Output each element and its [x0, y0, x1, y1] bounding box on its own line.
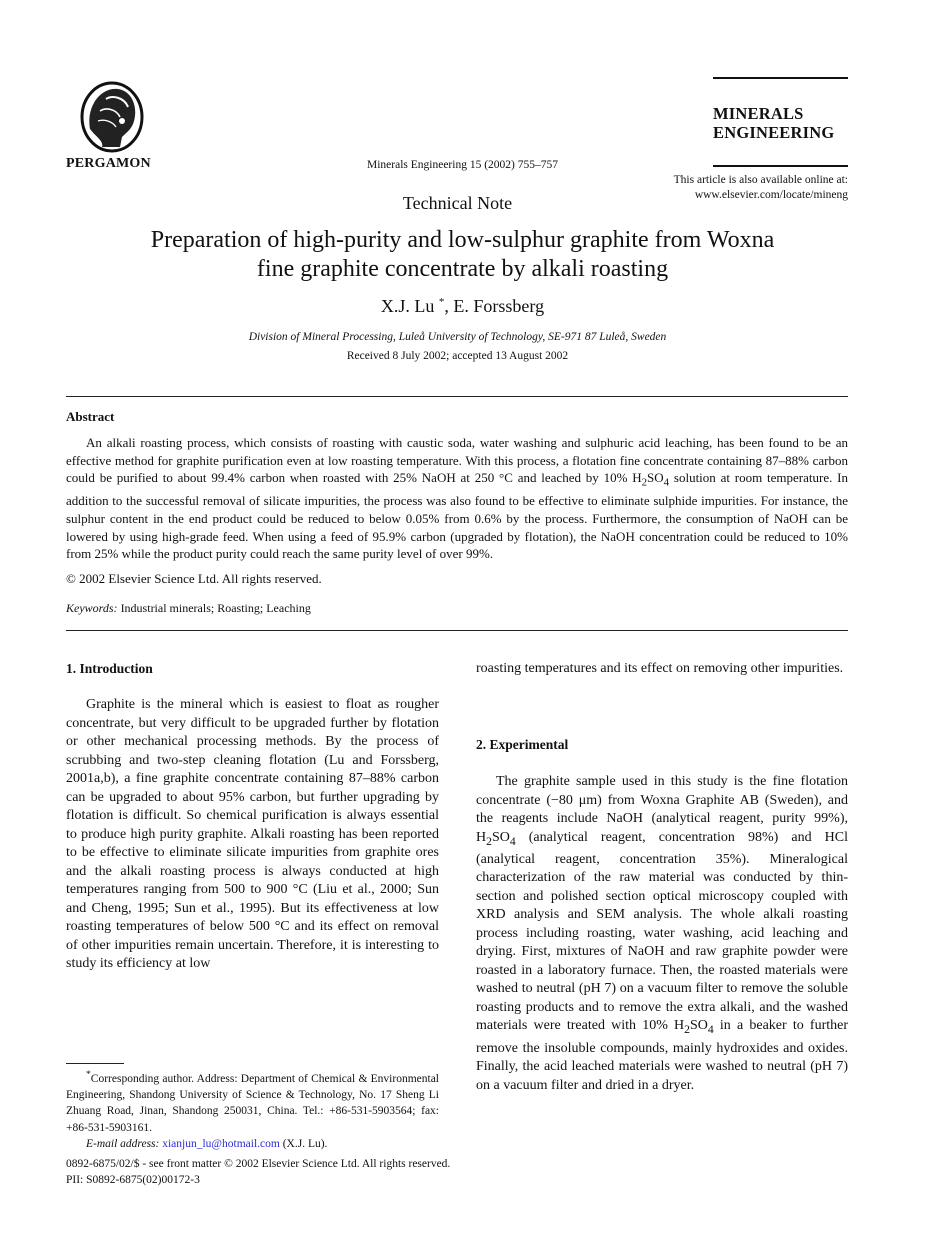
author-forssberg: , E. Forssberg — [444, 296, 545, 316]
footnote — [66, 1067, 439, 1152]
abstract-text — [66, 434, 848, 563]
section-heading-experimental: 2. Experimental — [476, 737, 569, 752]
abstract-sub2: 4 — [663, 476, 670, 489]
email-suffix: (X.J. Lu). — [279, 1138, 328, 1151]
footer-pii: PII: S0892-6875(02)00172-3 — [66, 1174, 200, 1186]
journal-name-line2: ENGINEERING — [713, 123, 835, 142]
article-type: Technical Note — [402, 193, 513, 213]
experimental-sub4: 4 — [707, 1023, 714, 1037]
title-line2: fine graphite concentrate by alkali roasting — [256, 256, 669, 282]
experimental-part4: SO — [689, 1018, 708, 1034]
journal-rule-bottom — [713, 165, 848, 167]
journal-citation: Minerals Engineering 15 (2002) 755–757 — [367, 159, 558, 171]
rule-below-keywords — [66, 630, 848, 631]
introduction-continuation-paragraph: roasting temperatures and its effect on removing other impurities. — [476, 661, 844, 676]
email-label: E-mail address: — [86, 1138, 160, 1151]
experimental-part2: SO — [491, 829, 510, 845]
journal-rule-top — [713, 77, 848, 79]
abstract-text-part3: solution at room temperature. In addition to the successful removal of silicate impurities, the process was also found to be effective to eliminate sulphide impurities. For instance, the sulphur content in the end product could be reduced to below 0.05% from 0.6% by the process. Furthermore, the consumption of NaOH can be lowered by using high-grade feed. When using a feed of 95.9% carbon (upgraded by flotation), the NaOH concentration could be reduced to 10% from 25% while the product purity could reach the same purity level of over 99%. — [66, 470, 849, 562]
abstract-text-part2: SO — [647, 470, 664, 486]
abstract-text-part1: An alkali roasting process, which consists of roasting with caustic soda, water washing and sulphuric acid leaching, has been found to be an effective method for graphite purification even at low roasting temperature. With this process, a flotation fine concentrate containing 87–88% carbon could be purified to about 99.4% carbon when roasted with 25% NaOH at 250 °C and leached by 10% H — [66, 435, 848, 486]
pergamon-logo — [76, 77, 146, 157]
corresponding-mark[interactable]: * — [438, 296, 445, 308]
affiliation: Division of Mineral Processing, Luleå University of Technology, SE-971 87 Luleå, Sweden — [248, 331, 667, 343]
author-list — [0, 296, 925, 317]
experimental-sub3: 2 — [684, 1023, 690, 1037]
footnote-text: Corresponding author. Address: Department of Chemical & Environmental Engineering, Shandong University of Science & Technology, No. 17 Sheng Li Zhuang Road, Jinan, Shandong 250031, China. Tel.: +86-531-5903564; fax: +86-531-5903161. — [66, 1072, 439, 1134]
article-title — [60, 226, 865, 284]
experimental-part3: (analytical reagent, concentration 98%) and HCl (analytical reagent, concentration 35%). Mineralogical characterization of the raw material was conducted by thin-section and polished section optical microscopy coupled with XRD analysis and SEM analysis. The whole alkali roasting process including roasting, water washing, acid leaching and drying. First, mixtures of NaOH and raw graphite powder were roasted in a laboratory furnace. Then, the roasted materials were washed to neutral (pH 7) on a vacuum filter to remove the soluble roasting products and to remove the extra alkali, and the washed materials were treated with 10% H — [476, 829, 848, 1034]
experimental-sub1: 2 — [486, 834, 492, 848]
experimental-text — [476, 773, 848, 1095]
journal-name-line1: MINERALS — [713, 104, 804, 123]
experimental-sub2: 4 — [509, 834, 516, 848]
publisher-name: PERGAMON — [66, 156, 151, 171]
introduction-continuation — [476, 660, 848, 679]
online-url[interactable]: www.elsevier.com/locate/mineng — [694, 189, 848, 201]
experimental-part1: The graphite sample used in this study is the fine flotation concentrate (−80 μm) from Woxna Graphite AB (Sweden), and the reagents include NaOH (analytical reagent, purity 99%), H — [476, 774, 848, 845]
footnote-rule — [66, 1063, 124, 1064]
abstract-sub: 2 — [641, 476, 648, 489]
section-heading-introduction: 1. Introduction — [66, 661, 153, 676]
received-dates: Received 8 July 2002; accepted 13 August 2002 — [346, 350, 569, 362]
abstract-copyright: © 2002 Elsevier Science Ltd. All rights reserved. — [66, 571, 322, 586]
email-link[interactable]: xianjun_lu@hotmail.com — [162, 1138, 280, 1151]
journal-name — [713, 104, 834, 142]
abstract-heading: Abstract — [66, 409, 115, 424]
keywords-label: Keywords: — [66, 601, 118, 615]
experimental-part5: in a beaker to further remove the insoluble compounds, mainly hydroxides and oxides. Finally, the acid leached materials were washed to neutral (pH 7) on a vacuum filter and dried in a dryer. — [476, 1018, 848, 1093]
footnote-mark: * — [86, 1069, 91, 1080]
introduction-paragraph: Graphite is the mineral which is easiest to float as rougher concentrate, but very difficult to be upgraded further by flotation or other mechanical processing methods. By the process of scrubbing and two-step cleaning flotation (Lu and Forssberg, 2001a,b), a fine graphite concentrate containing 87–88% carbon can be upgraded to about 95% carbon, but further upgrading by flotation is difficult. So chemical purification is always essential to produce high purity graphite. Alkali roasting has been reported to be effective to eliminate silicate impurities from graphite ores and the alkali roasting process is always conducted at high temperatures ranging from 500 to 900 °C (Liu et al., 2000; Sun and Cheng, 1995; Sun et al., 1995). But its effectiveness at low roasting temperatures of below 500 °C and its effect on removal of other impurities remain uncertain. Therefore, it is interesting to study its efficiency at low — [66, 697, 439, 971]
keywords-list: Industrial minerals; Roasting; Leaching — [117, 601, 311, 615]
footer-front-matter: 0892-6875/02/$ - see front matter © 2002 Elsevier Science Ltd. All rights reserved. — [66, 1158, 451, 1170]
rule-above-abstract — [66, 396, 848, 397]
experimental-paragraph — [476, 773, 848, 1095]
title-line1: Preparation of high-purity and low-sulphur graphite from Woxna — [150, 227, 775, 253]
online-line1: This article is also available online at: — [673, 174, 848, 186]
keywords — [66, 601, 311, 616]
author-lu: X.J. Lu — [380, 296, 435, 316]
introduction-text — [66, 696, 439, 974]
